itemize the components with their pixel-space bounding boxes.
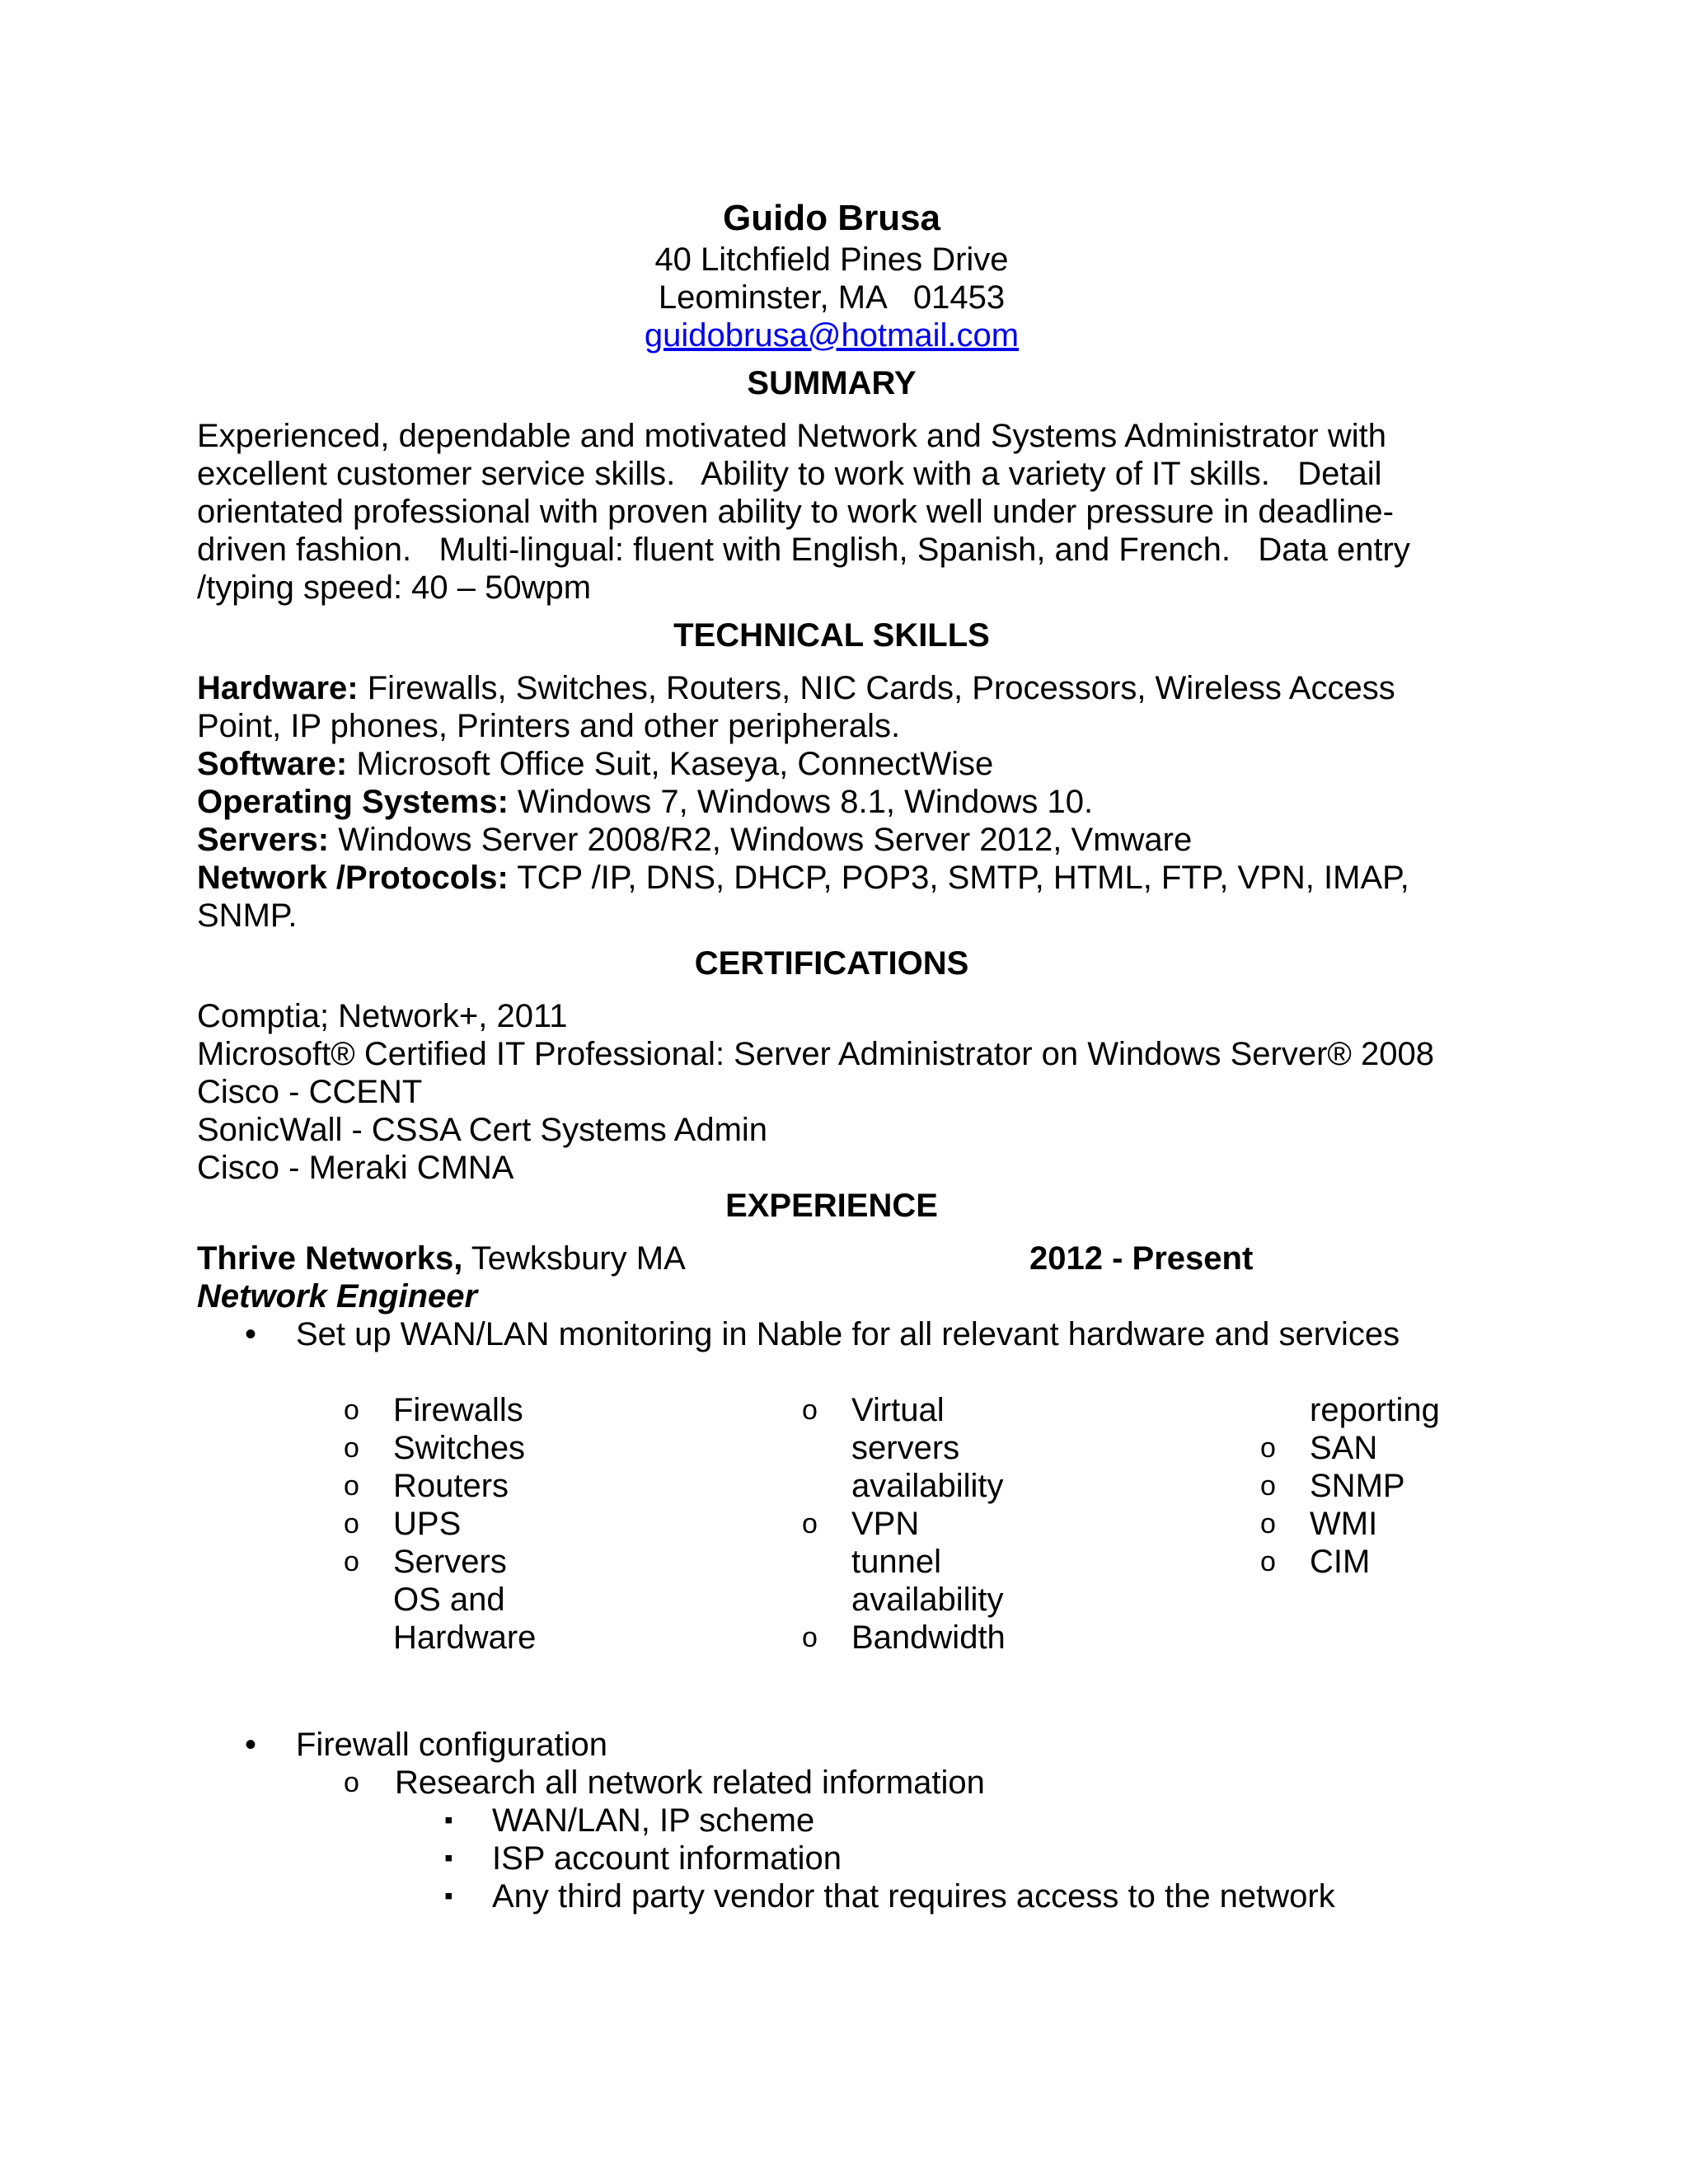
list-item: o SNMP <box>1260 1468 1405 1504</box>
company-line <box>197 1240 686 1277</box>
cert-item: Comptia; Network+, 2011 <box>197 998 568 1034</box>
certifications-heading: CERTIFICATIONS <box>694 945 969 982</box>
skill-servers: Servers: Windows Server 2008/R2, Windows Server 2012, Vmware <box>197 822 1193 858</box>
experience-heading: EXPERIENCE <box>725 1188 938 1224</box>
bullet-glyph: • <box>245 1316 257 1352</box>
square-glyph: ▪ <box>444 1844 453 1872</box>
cert-item: Cisco - CCENT <box>197 1074 423 1110</box>
sub-item <box>197 1764 1466 1802</box>
list-item-continuation: reporting <box>1310 1392 1440 1428</box>
certifications-list <box>197 997 1466 1187</box>
sub-sub-item: ▪ WAN/LAN, IP scheme <box>444 1802 815 1839</box>
square-glyph: ▪ <box>444 1882 453 1910</box>
job-title: Network Engineer <box>197 1278 478 1315</box>
bullet-text: Firewall configuration <box>296 1727 607 1763</box>
list-item: o UPS <box>344 1506 462 1542</box>
list-item: o Routers <box>344 1468 509 1504</box>
list-item: o Bandwidth <box>802 1619 1006 1656</box>
sub-sub-item: ▪ Any third party vendor that requires access to the network <box>444 1878 1335 1915</box>
candidate-name: Guido Brusa <box>722 198 941 238</box>
list-item: o VPN tunnel availability <box>802 1506 1004 1618</box>
square-glyph: ▪ <box>444 1807 453 1834</box>
header <box>197 196 1466 354</box>
bullet-monitoring <box>197 1315 1466 1353</box>
list-item: o Virtual servers availability <box>802 1392 1004 1504</box>
skill-network-protocols: Network /Protocols: TCP /IP, DNS, DHCP, POP3, SMTP, HTML, FTP, VPN, IMAP, SNMP. <box>197 860 1409 934</box>
list-item: o SAN <box>1260 1430 1378 1466</box>
job-dates: 2012 - Present <box>1029 1240 1254 1277</box>
cert-item: Microsoft® Certified IT Professional: Server Administrator on Windows Server® 2008 <box>197 1036 1434 1072</box>
circle-glyph: o <box>344 1767 359 1798</box>
monitoring-column-1 <box>344 1391 537 1657</box>
list-item: o Firewalls <box>344 1392 523 1428</box>
skills-list <box>197 669 1466 935</box>
list-item: o Switches <box>344 1430 526 1466</box>
cert-item: SonicWall - CSSA Cert Systems Admin <box>197 1112 768 1148</box>
job-header <box>197 1240 1466 1277</box>
skill-operating-systems: Operating Systems: Windows 7, Windows 8.1, Windows 10. <box>197 784 1094 820</box>
summary-heading: SUMMARY <box>747 365 917 401</box>
email-link[interactable]: guidobrusa@hotmail.com <box>644 317 1020 354</box>
resume-content <box>197 196 1466 1915</box>
sub-item-text: Research all network related information <box>395 1765 985 1801</box>
address-line-1: 40 Litchfield Pines Drive <box>654 241 1009 278</box>
company-name: Thrive Networks, <box>197 1240 463 1277</box>
monitoring-columns <box>197 1391 1466 1688</box>
list-item: o WMI <box>1260 1506 1378 1542</box>
list-item: o Servers OS and Hardware <box>344 1544 537 1656</box>
monitoring-column-2 <box>802 1391 1006 1657</box>
technical-skills-heading: TECHNICAL SKILLS <box>673 617 990 654</box>
bullet-glyph: • <box>245 1727 257 1763</box>
company-location: Tewksbury MA <box>462 1240 686 1277</box>
summary-text: Experienced, dependable and motivated Network and Systems Administrator with excellent customer service skills. Ability to work with a variety of IT skills. Detail orientated professional with proven ability to work well under pressure in deadline-driven fashion. Multi-lingual: fluent with English, Spanish, and French. Data entry /typing speed: 40 – 50wpm <box>197 418 1419 606</box>
sub-sub-item: ▪ ISP account information <box>444 1840 842 1877</box>
monitoring-column-3 <box>1260 1391 1442 1581</box>
skill-hardware: Hardware: Firewalls, Switches, Routers, NIC Cards, Processors, Wireless Access Point, IP phones, Printers and other peripherals. <box>197 670 1395 744</box>
bullet-firewall <box>197 1726 1466 1764</box>
list-item: o CIM <box>1260 1544 1371 1580</box>
address-line-2: Leominster, MA 01453 <box>658 279 1006 316</box>
bullet-text: Set up WAN/LAN monitoring in Nable for all relevant hardware and services <box>296 1316 1400 1352</box>
skill-software: Software: Microsoft Office Suit, Kaseya, ConnectWise <box>197 746 994 782</box>
cert-item: Cisco - Meraki CMNA <box>197 1150 514 1186</box>
